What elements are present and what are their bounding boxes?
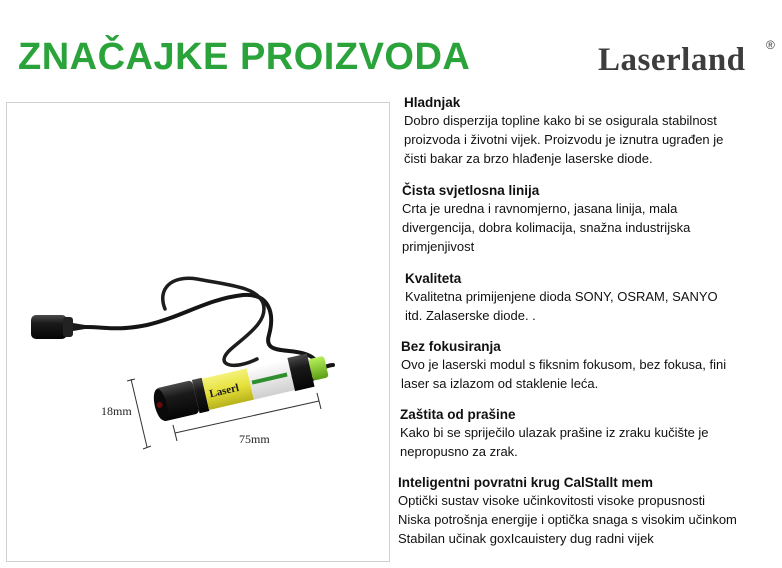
product-photo bbox=[6, 102, 390, 562]
feature-line: Kvalitetna primijenjene dioda SONY, OSRAM, SANYO bbox=[405, 289, 718, 304]
feature-line: primjenjivost bbox=[402, 239, 475, 254]
feature-description bbox=[398, 491, 782, 548]
logo-text: Laserland bbox=[598, 42, 746, 78]
feature-heatsink bbox=[398, 94, 782, 168]
feature-line: nepropusno za zrak. bbox=[400, 444, 518, 459]
power-cable-loop bbox=[163, 278, 264, 365]
feature-title: Inteligentni povratni krug CalStallt mem bbox=[398, 475, 654, 490]
module-body-label: Laserl bbox=[208, 381, 241, 401]
feature-title: Hladnjak bbox=[404, 95, 461, 110]
feature-line: Ovo je laserski modul s fiksnim fokusom, bez fokusa, fini bbox=[401, 357, 727, 372]
feature-line: Crta je uredna i ravnomjerno, jasana linija, mala bbox=[402, 201, 678, 216]
feature-description bbox=[398, 199, 782, 256]
feature-clean-line bbox=[398, 182, 782, 256]
registered-mark: ® bbox=[766, 38, 775, 52]
feature-line: Dobro disperzija topline kako bi se osigurala stabilnost bbox=[404, 113, 717, 128]
feature-description bbox=[398, 423, 782, 461]
page-title: ZNAČAJKE PROIZVODA bbox=[18, 36, 471, 78]
feature-line: Niska potrošnja energije i optička snaga s visokim učinkom bbox=[398, 512, 737, 527]
feature-description bbox=[398, 287, 782, 325]
feature-line: čisti bakar za brzo hlađenje laserske diode. bbox=[404, 151, 653, 166]
feature-title: Bez fokusiranja bbox=[401, 339, 501, 354]
feature-line: laser sa izlazom od staklenie leća. bbox=[401, 376, 599, 391]
dimension-length-label: 75mm bbox=[239, 432, 270, 446]
feature-line: itd. Zalaserske diode. . bbox=[405, 308, 536, 323]
feature-title: Čista svjetlosna linija bbox=[402, 183, 540, 198]
feature-description bbox=[398, 111, 782, 168]
feature-no-focus bbox=[398, 338, 782, 393]
feature-title: Kvaliteta bbox=[405, 271, 462, 286]
feature-line: Kako bi se spriječilo ulazak prašine iz zraku kučište je bbox=[400, 425, 709, 440]
feature-line: Stabilan učinak goxIcauistery dug radni vijek bbox=[398, 531, 654, 546]
feature-line: Optički sustav visoke učinkovitosti visoke propusnosti bbox=[398, 493, 706, 508]
feature-line: proizvoda i životni vijek. Proizvodu je iznutra ugrađen je bbox=[404, 132, 724, 147]
feature-title: Zaštita od prašine bbox=[400, 407, 516, 422]
feature-line: divergencija, dobra kolimacija, snažna industrijska bbox=[402, 220, 691, 235]
dimension-height-label: 18mm bbox=[101, 404, 132, 418]
dc-connector bbox=[31, 315, 85, 339]
feature-quality bbox=[398, 270, 782, 325]
laser-module-body bbox=[151, 350, 330, 423]
feature-dust-protection bbox=[398, 406, 782, 461]
laser-module-illustration bbox=[7, 103, 391, 563]
brand-logo bbox=[598, 38, 782, 82]
feature-feedback-circuit bbox=[398, 474, 782, 548]
feature-description bbox=[398, 355, 782, 393]
